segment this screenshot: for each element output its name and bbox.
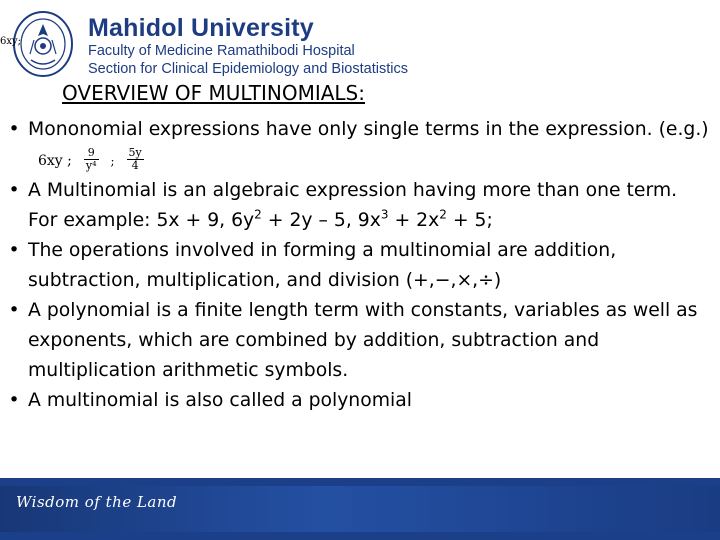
- example-separator: ;: [110, 154, 115, 168]
- slide-header: [0, 0, 720, 85]
- bullet-text: A polynomial is a finite length term with constants, variables as well as exponents, which are combined by addition, subtraction and multiplication arithmetic symbols.: [28, 300, 698, 381]
- example-fraction-9-over-y4: [84, 147, 99, 172]
- fraction-denominator: 4: [131, 159, 139, 172]
- bullet-text-tail: + 5;: [446, 210, 493, 231]
- bullet-marker: •: [8, 180, 20, 201]
- example-fraction-5y-over-4: [127, 147, 144, 172]
- bullet-text-lead: A Multinomial is an algebraic expression having more than one term. For example: 5x + 9, 6y: [28, 180, 678, 231]
- bullet-marker: •: [8, 390, 20, 411]
- bullet-marker: •: [8, 119, 20, 140]
- bullet-text: Mononomial expressions have only single terms in the expression. (e.g.): [28, 119, 709, 140]
- slide-title: OVERVIEW OF MULTINOMIALS:: [62, 81, 365, 105]
- university-branding: [88, 14, 408, 78]
- bullet-multinomial-definition: [0, 176, 712, 236]
- bullet-text-mid: + 2x: [388, 210, 440, 231]
- university-seal-icon: [12, 10, 74, 78]
- university-name: Mahidol University: [88, 14, 314, 42]
- faculty-line: Faculty of Medicine Ramathibodi Hospital: [88, 43, 355, 59]
- fraction-numerator: 5y: [128, 146, 142, 159]
- bullet-mononomial: [0, 115, 712, 176]
- section-line: Section for Clinical Epidemiology and Biostatistics: [88, 61, 408, 77]
- bullet-operations: [0, 236, 712, 296]
- fraction-denominator: y⁴: [85, 159, 97, 172]
- footer-signature: Wisdom of the Land: [16, 493, 178, 511]
- bullet-text: The operations involved in forming a multinomial are addition, subtraction, multiplication, and division (+,−,×,÷): [28, 240, 617, 291]
- exponent: 2: [439, 207, 447, 222]
- bullet-polynomial-alias: [0, 386, 712, 416]
- exponent: 3: [380, 207, 389, 222]
- fraction-numerator: 9: [84, 147, 99, 160]
- bullet-list: [0, 115, 712, 416]
- bullet-text-mid: + 2y – 5, 9x: [261, 210, 381, 231]
- exponent: 2: [254, 207, 262, 222]
- bullet-polynomial-definition: [0, 296, 712, 386]
- bullet-marker: •: [8, 300, 20, 321]
- stray-formula-fragment: 6xy;: [0, 36, 22, 47]
- bullet-text: A multinomial is also called a polynomial: [28, 390, 412, 411]
- bullet-marker: •: [8, 240, 20, 261]
- example-term-6xy: 6xy ;: [38, 153, 72, 169]
